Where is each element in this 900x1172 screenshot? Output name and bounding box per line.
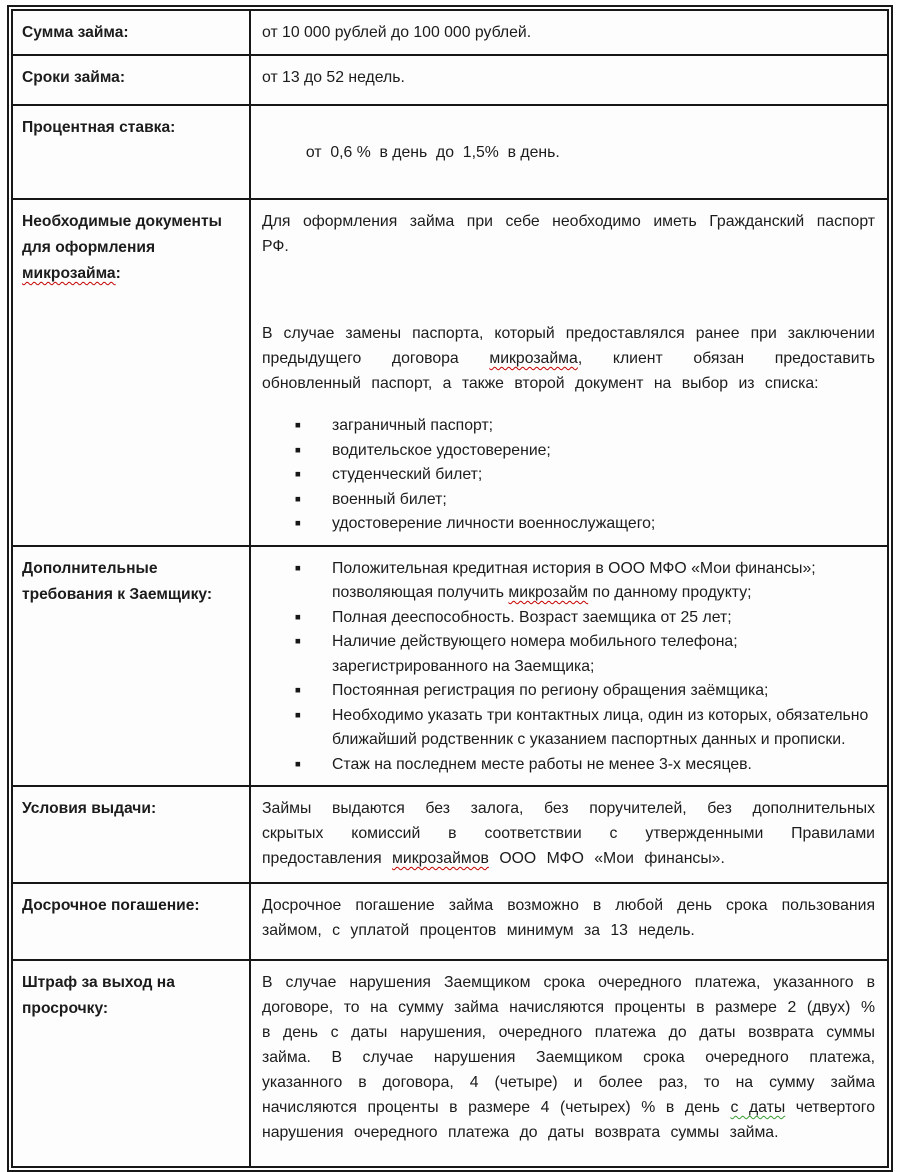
row-label-cell xyxy=(13,56,251,104)
square-bullet-icon: ■ xyxy=(295,709,301,721)
row-label-line: просрочку: xyxy=(22,1000,109,1017)
row-value-cell xyxy=(251,884,887,959)
table-row-interest-rate xyxy=(13,106,887,200)
row-value-cell xyxy=(251,56,887,104)
list-item xyxy=(262,557,875,606)
row-value-cell xyxy=(251,200,887,545)
list-item xyxy=(262,606,875,631)
paragraph xyxy=(262,796,875,871)
spellcheck-word: микрозайма xyxy=(22,265,116,282)
row-value: от 10 000 рублей до 100 000 рублей. xyxy=(262,24,532,41)
text-segment: В случае нарушения Заемщиком срока очередного платежа, указанного в договоре, то на сумму займа начисляются проценты в размере 2 (двух) % в день с даты нарушения, очередного платежа до даты возврата суммы займа. В случае нарушения Заемщиком срока очередного платежа, указанного в договора, 4 (четыре) и более раз, то на сумму займа начисляются проценты в размере 4 (четырех) % в день xyxy=(262,974,875,1116)
row-label-line xyxy=(22,261,243,287)
table-row-required-documents xyxy=(13,200,887,547)
list-item-text: водительское удостоверение; xyxy=(332,441,551,459)
row-value: от 13 до 52 недель. xyxy=(262,69,405,86)
row-label: Процентная ставка: xyxy=(22,119,176,136)
row-label-cell xyxy=(13,961,251,1166)
square-bullet-icon: ■ xyxy=(295,420,301,431)
row-value-cell xyxy=(251,787,887,882)
row-label-line: требования к Заемщику: xyxy=(22,585,213,603)
row-value-cell xyxy=(251,11,887,54)
list-item xyxy=(262,512,875,537)
list-item xyxy=(262,463,875,488)
row-label-cell xyxy=(13,106,251,198)
row-label: Сроки займа: xyxy=(22,69,126,86)
list-item xyxy=(262,488,875,513)
row-label-cell xyxy=(13,787,251,882)
row-label-line: Дополнительные xyxy=(22,559,158,577)
square-bullet-icon: ■ xyxy=(295,493,301,505)
grammar-check-phrase: с даты xyxy=(730,1099,786,1116)
table-row-borrower-requirements xyxy=(13,547,887,788)
text-segment: ООО МФО «Мои финансы». xyxy=(488,850,725,867)
square-bullet-icon: ■ xyxy=(295,685,301,696)
row-label-suffix: : xyxy=(115,265,121,282)
row-label: Условия выдачи: xyxy=(22,800,157,817)
requirements-list xyxy=(262,557,875,778)
row-value-cell xyxy=(251,961,887,1166)
text-segment: , клиент обязан предоставить обновленный паспорт, а также второй документ на выбор из списка: xyxy=(262,350,875,392)
row-label: Досрочное погашение: xyxy=(22,897,200,914)
paragraph xyxy=(262,321,875,396)
list-item xyxy=(262,630,875,679)
row-value: от 0,6 % в день до 1,5% в день. xyxy=(305,144,560,161)
row-value-cell xyxy=(251,547,887,786)
table-row-loan-amount xyxy=(13,11,887,56)
list-item xyxy=(262,439,875,464)
list-item-text: Необходимо указать три контактных лица, один из которых, обязательно ближайший родственник с указанием паспортных данных и прописки. xyxy=(332,706,869,748)
row-value-cell xyxy=(251,106,887,198)
row-label-line: Необходимые документы xyxy=(22,213,222,230)
document-options-list xyxy=(262,414,875,537)
square-bullet-icon: ■ xyxy=(295,562,301,574)
spellcheck-word: микрозайма xyxy=(489,350,578,367)
text-segment: четвертого нарушения очередного платежа до даты возврата суммы займа. xyxy=(262,1099,875,1141)
list-item-text: Стаж на последнем месте работы не менее 3-х месяцев. xyxy=(332,755,752,773)
text-segment: В случае замены паспорта, который предоставлялся ранее при заключении предыдущего договора xyxy=(262,325,875,367)
table-row-late-payment-penalty xyxy=(13,961,887,1166)
square-bullet-icon: ■ xyxy=(295,469,301,480)
row-label-cell xyxy=(13,547,251,786)
list-item-text: Наличие действующего номера мобильного телефона; зарегистрированного на Заемщика; xyxy=(332,633,738,675)
text-segment: Займы выдаются без залога, без поручителей, без дополнительных скрытых комиссий в соответствии с утвержденными Правилами предоставления xyxy=(262,800,875,867)
table-row-loan-term xyxy=(13,56,887,106)
spellcheck-word: микрозаймов xyxy=(392,850,489,867)
list-item xyxy=(262,679,875,704)
loan-terms-document xyxy=(7,5,893,1172)
list-item-text: Постоянная регистрация по региону обращения заёмщика; xyxy=(332,682,769,699)
list-item-text: военный билет; xyxy=(332,490,447,508)
paragraph: Досрочное погашение займа возможно в любой день срока пользования займом, с уплатой процентов минимум за 13 недель. xyxy=(262,897,875,939)
list-item-text xyxy=(332,557,875,606)
paragraph xyxy=(262,970,875,1145)
square-bullet-icon: ■ xyxy=(295,636,301,647)
list-item-text: заграничный паспорт; xyxy=(332,417,494,434)
row-label-cell xyxy=(13,884,251,959)
list-item xyxy=(262,414,875,439)
list-item xyxy=(262,753,875,778)
row-label-line: Штраф за выход на xyxy=(22,974,175,991)
row-label: Сумма займа: xyxy=(22,24,129,41)
list-item-text: студенческий билет; xyxy=(332,466,483,483)
list-item xyxy=(262,704,875,753)
spellcheck-word: микрозайм xyxy=(508,584,589,601)
row-label-cell xyxy=(13,11,251,54)
table-row-issuance-conditions xyxy=(13,787,887,884)
list-item-text: удостоверение личности военнослужащего; xyxy=(332,515,656,532)
text-segment: по данному продукту; xyxy=(588,584,752,601)
row-label-line: для оформления xyxy=(22,239,156,256)
square-bullet-icon: ■ xyxy=(295,611,301,623)
table-outer-border xyxy=(7,5,893,1172)
square-bullet-icon: ■ xyxy=(295,518,301,529)
paragraph: Для оформления займа при себе необходимо иметь Гражданский паспорт РФ. xyxy=(262,213,875,255)
square-bullet-icon: ■ xyxy=(295,758,301,770)
square-bullet-icon: ■ xyxy=(295,444,301,456)
row-label-cell xyxy=(13,200,251,545)
text-segment: Положительная кредитная история в ООО МФО «Мои финансы»; позволяющая получить xyxy=(332,559,816,601)
list-item-text: Полная дееспособность. Возраст заемщика от 25 лет; xyxy=(332,608,732,626)
table-row-early-repayment xyxy=(13,884,887,961)
loan-terms-table xyxy=(11,9,889,1168)
